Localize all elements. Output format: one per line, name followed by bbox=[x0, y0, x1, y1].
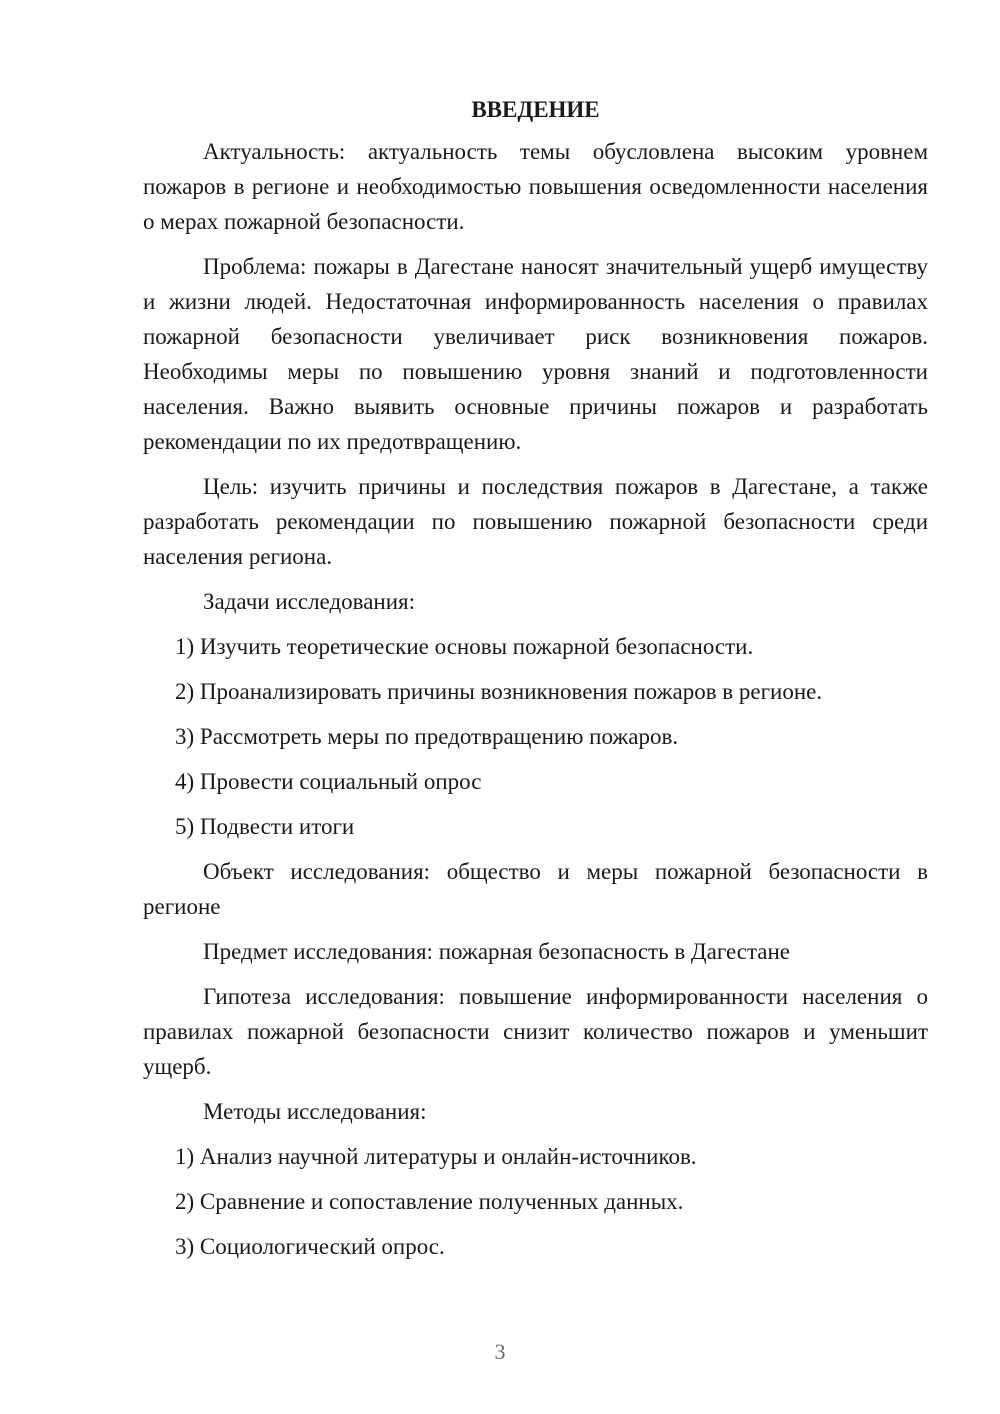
problem-paragraph: Проблема: пожары в Дагестане наносят значительный ущерб имуществу и жизни людей. Недостаточная информированность населения о правилах пожарной безопасности увеличивает риск возникновения пожаров. Необходимы меры по повышению уровня знаний и подготовленности населения. Важно выявить основные причины пожаров и разработать рекомендации по их предотвращению. bbox=[143, 254, 928, 454]
task-item: 2) Проанализировать причины возникновения пожаров в регионе. bbox=[175, 679, 823, 704]
page-content bbox=[143, 92, 928, 1274]
methods-list bbox=[143, 1139, 928, 1264]
page-title: ВВЕДЕНИЕ bbox=[471, 97, 600, 122]
hypothesis-paragraph: Гипотеза исследования: повышение информированности населения о правилах пожарной безопасности снизит количество пожаров и уменьшит ущерб. bbox=[143, 984, 928, 1079]
tasks-heading: Задачи исследования: bbox=[203, 589, 416, 614]
task-item: 5) Подвести итоги bbox=[175, 814, 355, 839]
relevance-paragraph: Актуальность: актуальность темы обусловлена высоким уровнем пожаров в регионе и необходимостью повышения осведомленности населения о мерах пожарной безопасности. bbox=[143, 139, 928, 234]
goal-paragraph: Цель: изучить причины и последствия пожаров в Дагестане, а также разработать рекомендации по повышению пожарной безопасности среди населения региона. bbox=[143, 474, 928, 569]
task-item: 3) Рассмотреть меры по предотвращению пожаров. bbox=[175, 724, 679, 749]
task-item: 4) Провести социальный опрос bbox=[175, 769, 482, 794]
tasks-list bbox=[143, 629, 928, 844]
object-paragraph: Объект исследования: общество и меры пожарной безопасности в регионе bbox=[143, 859, 928, 919]
method-item: 3) Социологический опрос. bbox=[175, 1234, 445, 1259]
method-item: 2) Сравнение и сопоставление полученных данных. bbox=[175, 1189, 684, 1214]
subject-paragraph: Предмет исследования: пожарная безопасность в Дагестане bbox=[203, 939, 791, 964]
method-item: 1) Анализ научной литературы и онлайн-источников. bbox=[175, 1144, 697, 1169]
task-item: 1) Изучить теоретические основы пожарной безопасности. bbox=[175, 634, 754, 659]
methods-heading: Методы исследования: bbox=[203, 1099, 427, 1124]
page-number: 3 bbox=[494, 1339, 506, 1364]
